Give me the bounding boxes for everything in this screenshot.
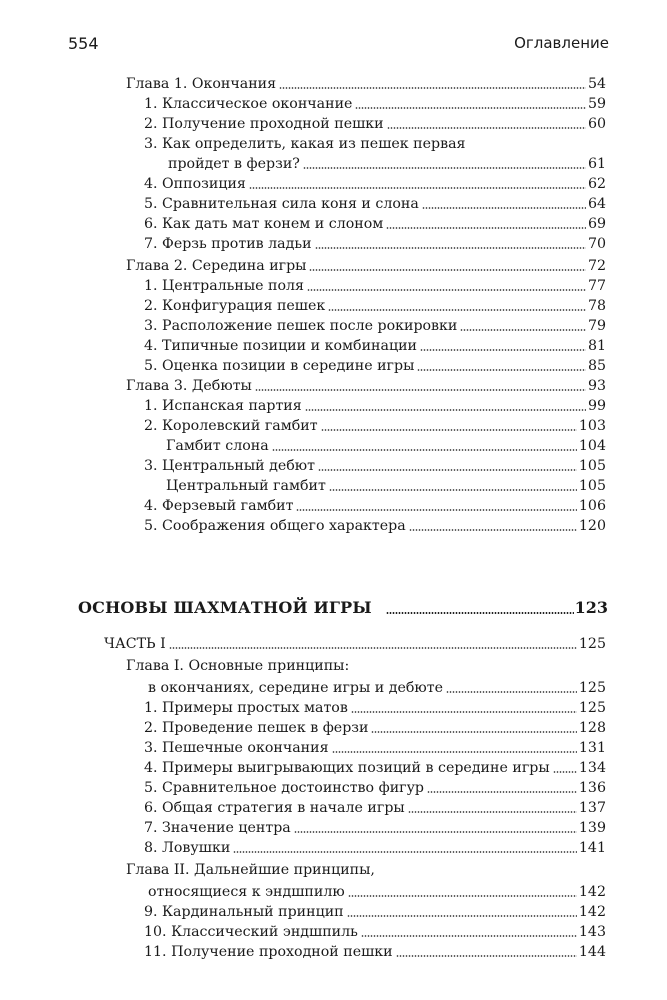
toc-entry-title: 4. Оппозиция	[144, 176, 246, 192]
running-title: Оглавление	[514, 34, 609, 52]
dot-leader	[446, 691, 577, 693]
toc-entry-title: 9. Кардинальный принцип	[144, 904, 344, 920]
toc-entry-title: 10. Классический эндшпиль	[144, 924, 358, 940]
toc-entry[interactable]	[144, 316, 606, 336]
toc-entry[interactable]	[144, 174, 606, 194]
dot-leader	[351, 711, 577, 713]
toc-entry[interactable]	[144, 456, 606, 476]
toc-entry-title: в окончаниях, середине игры и дебюте	[148, 680, 444, 696]
toc-entry-title: 6. Общая стратегия в начале игры	[144, 800, 405, 816]
toc-entry-title: 6. Как дать мат конем и слоном	[144, 216, 384, 232]
toc-entry[interactable]	[126, 376, 606, 396]
toc-entry-title: Глава I. Основные принципы:	[126, 658, 350, 674]
toc-entry[interactable]	[144, 234, 606, 254]
toc-entry-page: 69	[587, 216, 606, 232]
part-heading-title: ОСНОВЫ ШАХМАТНОЙ ИГРЫ	[78, 598, 372, 617]
dot-leader	[305, 409, 586, 411]
dot-leader	[553, 771, 577, 773]
toc-entry[interactable]	[144, 296, 606, 316]
toc-entry-title: 4. Ферзевый гамбит	[144, 498, 294, 514]
toc-entry[interactable]	[144, 818, 606, 838]
toc-entry-page: 137	[578, 800, 606, 816]
dot-leader	[321, 429, 577, 431]
dot-leader	[169, 647, 577, 649]
toc-entry-page: 93	[587, 378, 606, 394]
toc-entry-title: 1. Классическое окончание	[144, 96, 353, 112]
toc-entry-page: 60	[587, 116, 606, 132]
toc-entry[interactable]	[126, 256, 606, 276]
toc-entry-page: 78	[587, 298, 606, 314]
toc-entry-page: 142	[578, 884, 606, 900]
toc-entry-title: 3. Как определить, какая из пешек первая	[144, 136, 466, 152]
toc-entry[interactable]	[144, 114, 606, 134]
toc-entry-page: 131	[578, 740, 606, 756]
toc-entry-page: 143	[578, 924, 606, 940]
toc-entry-page: 120	[578, 518, 606, 534]
toc-entry[interactable]	[144, 496, 606, 516]
toc-entry[interactable]	[144, 798, 606, 818]
toc-entry[interactable]	[166, 436, 606, 456]
dot-leader	[332, 751, 577, 753]
toc-entry-page: 64	[587, 196, 606, 212]
toc-entry-page: 125	[578, 700, 606, 716]
toc-entry-title: 2. Конфигурация пешек	[144, 298, 326, 314]
toc-entry-page: 144	[578, 944, 606, 960]
toc-entry-page: 104	[578, 438, 606, 454]
dot-leader	[355, 107, 586, 109]
toc-entry-title: 1. Центральные поля	[144, 278, 305, 294]
toc-entry-title: Глава 3. Дебюты	[126, 378, 252, 394]
dot-leader	[279, 87, 586, 89]
toc-entry-title: 2. Проведение пешек в ферзи	[144, 720, 369, 736]
toc-entry-page: 62	[587, 176, 606, 192]
dot-leader	[386, 227, 586, 229]
toc-entry[interactable]	[148, 882, 606, 902]
dot-leader	[371, 731, 577, 733]
toc-entry-title: 7. Значение центра	[144, 820, 291, 836]
toc-entry-page: 142	[578, 904, 606, 920]
toc-entry-title: 2. Получение проходной пешки	[144, 116, 384, 132]
toc-entry-title: 11. Получение проходной пешки	[144, 944, 393, 960]
toc-entry[interactable]	[126, 860, 606, 880]
toc-entry[interactable]	[144, 718, 606, 738]
dot-leader	[307, 289, 586, 291]
toc-entry-title: 3. Расположение пешек после рокировки	[144, 318, 458, 334]
toc-entry-page: 54	[587, 76, 606, 92]
toc-entry[interactable]	[144, 698, 606, 718]
toc-entry-page: 70	[587, 236, 606, 252]
toc-entry-title: 4. Типичные позиции и комбинации	[144, 338, 418, 354]
toc-entry[interactable]	[144, 902, 606, 922]
dot-leader	[328, 309, 586, 311]
dot-leader	[348, 895, 577, 897]
page-number: 554	[68, 34, 99, 53]
toc-entry[interactable]	[144, 194, 606, 214]
toc-entry[interactable]	[144, 94, 606, 114]
toc-entry-page: 139	[578, 820, 606, 836]
dot-leader	[417, 369, 586, 371]
toc-entry-page: 134	[578, 760, 606, 776]
dot-leader	[294, 831, 577, 833]
toc-entry[interactable]	[126, 656, 606, 676]
toc-entry-page: 128	[578, 720, 606, 736]
toc-entry[interactable]	[144, 738, 606, 758]
toc-entry-title: 7. Ферзь против ладьи	[144, 236, 312, 252]
toc-entry-title: 5. Соображения общего характера	[144, 518, 406, 534]
toc-entry[interactable]	[144, 416, 606, 436]
toc-entry-title: Глава 1. Окончания	[126, 76, 277, 92]
dot-leader	[422, 207, 586, 209]
toc-entry-title: ЧАСТЬ I	[104, 636, 166, 652]
dot-leader	[396, 955, 577, 957]
toc-entry-title: 1. Примеры простых матов	[144, 700, 348, 716]
dot-leader	[303, 167, 586, 169]
dot-leader	[347, 915, 577, 917]
toc-entry-title: 4. Примеры выигрывающих позиций в середине игры	[144, 760, 550, 776]
dot-leader	[309, 269, 586, 271]
toc-entry-page: 141	[578, 840, 606, 856]
dot-leader	[249, 187, 586, 189]
toc-entry-title: 2. Королевский гамбит	[144, 418, 318, 434]
toc-entry-page: 125	[578, 680, 606, 696]
dot-leader	[427, 791, 577, 793]
toc-entry-title: Глава 2. Середина игры	[126, 258, 307, 274]
dot-leader	[329, 489, 577, 491]
toc-entry[interactable]	[168, 154, 606, 174]
toc-entry[interactable]	[144, 356, 606, 376]
toc-entry-title: Центральный гамбит	[166, 478, 326, 494]
toc-entry-title: Глава II. Дальнейшие принципы,	[126, 862, 375, 878]
dot-leader	[408, 811, 577, 813]
dot-leader	[315, 247, 586, 249]
toc-entry-page: 77	[587, 278, 606, 294]
toc-entry-title: 5. Сравнительная сила коня и слона	[144, 196, 419, 212]
toc-entry-title: 3. Пешечные окончания	[144, 740, 329, 756]
dot-leader	[318, 469, 577, 471]
dot-leader	[361, 935, 577, 937]
toc-entry-title: 3. Центральный дебют	[144, 458, 315, 474]
dot-leader	[296, 509, 577, 511]
toc-entry-title: 5. Сравнительное достоинство фигур	[144, 780, 425, 796]
part-heading[interactable]	[78, 596, 608, 620]
toc-entry[interactable]	[144, 276, 606, 296]
toc-entry-page: 85	[587, 358, 606, 374]
toc-entry-title: пройдет в ферзи?	[168, 156, 300, 172]
toc-entry-page: 105	[578, 458, 606, 474]
toc-entry-page: 61	[587, 156, 606, 172]
toc-entry[interactable]	[144, 758, 606, 778]
toc-entry-page: 103	[578, 418, 606, 434]
toc-entry-title: 8. Ловушки	[144, 840, 231, 856]
toc-entry[interactable]	[144, 336, 606, 356]
toc-entry-title: Гамбит слона	[166, 438, 269, 454]
toc-entry[interactable]	[144, 942, 606, 962]
toc-entry-page: 106	[578, 498, 606, 514]
toc-entry[interactable]	[144, 922, 606, 942]
toc-entry[interactable]	[126, 74, 606, 94]
toc-entry-page: 72	[587, 258, 606, 274]
toc-entry-page: 79	[587, 318, 606, 334]
toc-entry-page: 81	[587, 338, 606, 354]
toc-entry[interactable]	[144, 778, 606, 798]
part-heading-page: 123	[574, 598, 608, 617]
dot-leader	[233, 851, 577, 853]
dot-leader	[387, 127, 586, 129]
dot-leader	[409, 529, 577, 531]
toc-entry[interactable]	[144, 396, 606, 416]
dot-leader	[386, 612, 574, 614]
toc-entry[interactable]	[104, 634, 606, 654]
dot-leader	[460, 329, 586, 331]
toc-entry-title: относящиеся к эндшпилю	[148, 884, 345, 900]
toc-entry-page: 105	[578, 478, 606, 494]
toc-entry-title: 5. Оценка позиции в середине игры	[144, 358, 415, 374]
toc-entry[interactable]	[144, 214, 606, 234]
dot-leader	[420, 349, 586, 351]
toc-entry[interactable]	[148, 678, 606, 698]
toc-entry[interactable]	[144, 134, 606, 154]
dot-leader	[272, 449, 577, 451]
toc-entry-page: 99	[587, 398, 606, 414]
toc-entry[interactable]	[144, 838, 606, 858]
toc-entry-page: 125	[578, 636, 606, 652]
toc-entry-page: 59	[587, 96, 606, 112]
toc-entry[interactable]	[144, 516, 606, 536]
toc-entry-title: 1. Испанская партия	[144, 398, 302, 414]
dot-leader	[255, 389, 586, 391]
toc-entry-page: 136	[578, 780, 606, 796]
toc-entry[interactable]	[166, 476, 606, 496]
